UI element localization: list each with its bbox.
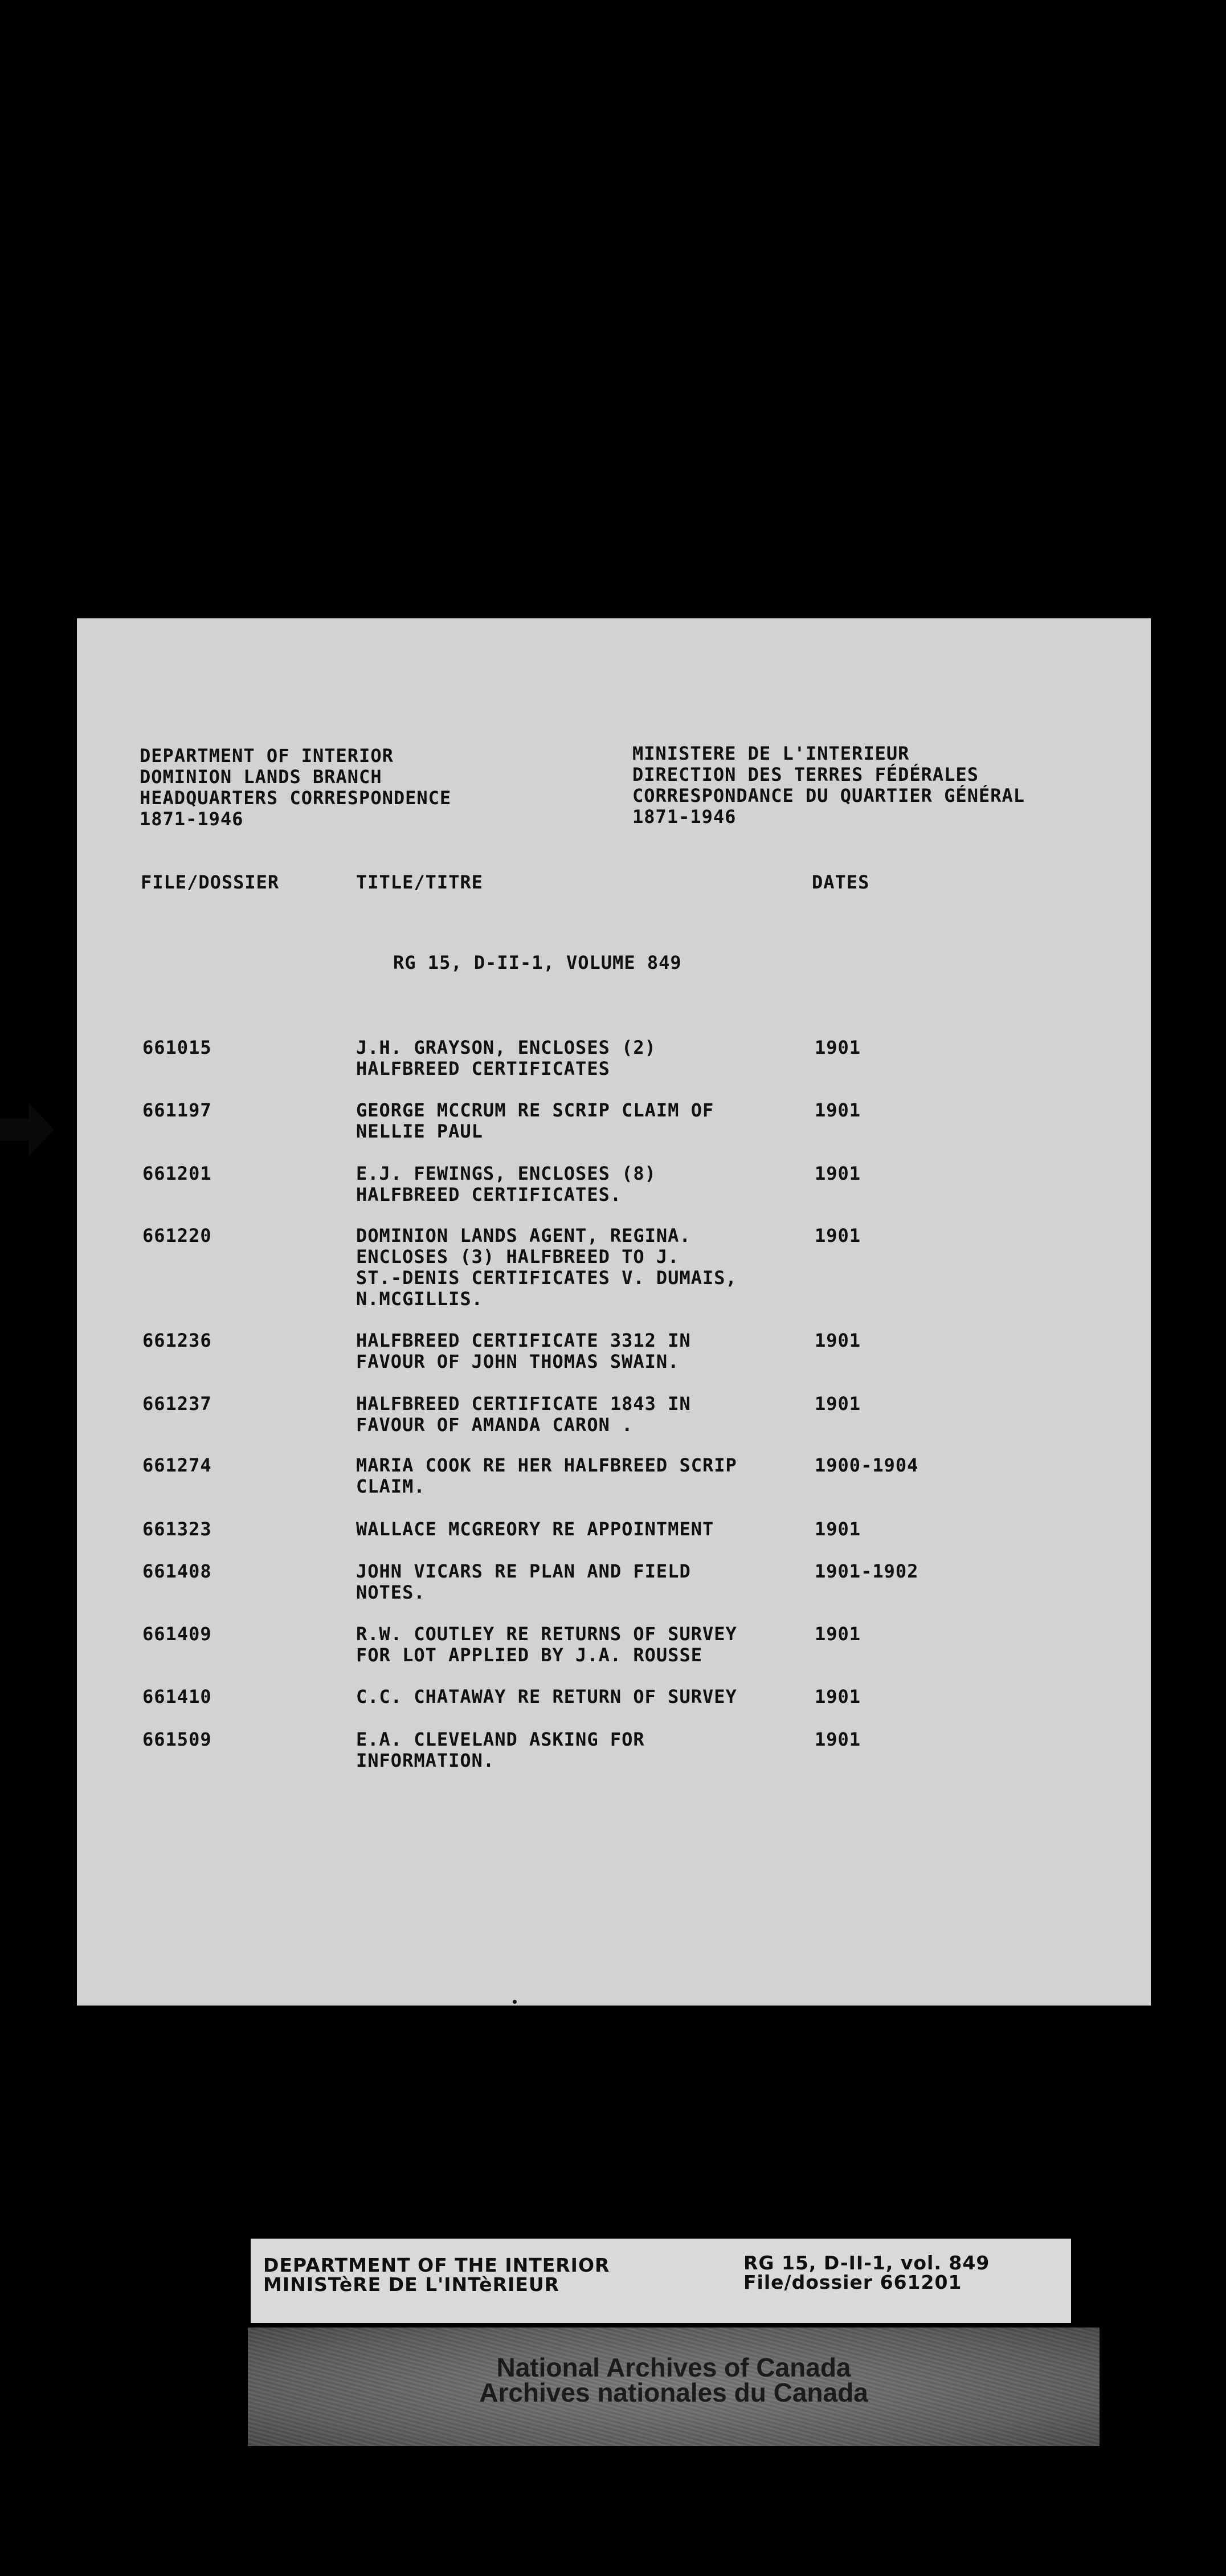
file-title: R.W. COUTLEY RE RETURNS OF SURVEY FOR LOT APPLIED BY J.A. ROUSSE (356, 1623, 737, 1666)
file-number: 661201 (142, 1163, 212, 1184)
file-number: 661220 (142, 1225, 212, 1246)
archive-label-file: File/dossier 661201 (743, 2271, 962, 2293)
file-title: HALFBREED CERTIFICATE 1843 IN FAVOUR OF AMANDA CARON . (356, 1393, 691, 1436)
file-number: 661509 (142, 1729, 212, 1750)
file-title: GEORGE MCCRUM RE SCRIP CLAIM OF NELLIE PAUL (356, 1099, 714, 1142)
list-item (77, 1037, 1151, 1100)
file-number: 661236 (142, 1330, 212, 1351)
file-number: 661323 (142, 1518, 212, 1540)
file-dates: 1900-1904 (815, 1454, 919, 1476)
list-item (77, 1393, 1151, 1455)
archive-label-reference (743, 2253, 990, 2292)
column-header-file: FILE/DOSSIER (141, 871, 280, 893)
file-dates: 1901 (815, 1729, 861, 1750)
archives-stamp-line-en: National Archives of Canada (496, 2353, 851, 2382)
archives-stamp (248, 2328, 1100, 2446)
archive-label-department-fr: MINISTèRE DE L'INTèRIEUR (263, 2273, 560, 2296)
file-number: 661274 (142, 1454, 212, 1476)
header-english-line-3: HEADQUARTERS CORRESPONDENCE (140, 787, 452, 809)
list-item (77, 1519, 1151, 1561)
archives-stamp-line-fr: Archives nationales du Canada (479, 2378, 868, 2407)
header-english (140, 745, 595, 830)
list-item (77, 1455, 1151, 1519)
volume-title: RG 15, D-II-1, VOLUME 849 (393, 952, 682, 973)
file-dates: 1901 (815, 1099, 861, 1121)
file-title: J.H. GRAYSON, ENCLOSES (2) HALFBREED CERTIFICATES (356, 1037, 656, 1079)
file-dates: 1901 (815, 1225, 861, 1246)
list-item (77, 1561, 1151, 1624)
file-number: 661408 (142, 1560, 212, 1582)
list-item (77, 1729, 1151, 1792)
file-dates: 1901-1902 (815, 1560, 919, 1582)
file-title: HALFBREED CERTIFICATE 3312 IN FAVOUR OF JOHN THOMAS SWAIN. (356, 1330, 691, 1372)
file-dates: 1901 (815, 1330, 861, 1351)
header-french-line-3: CORRESPONDANCE DU QUARTIER GÉNÉRAL (632, 785, 1025, 806)
list-item (77, 1100, 1151, 1163)
list-item (77, 1225, 1151, 1330)
file-number: 661197 (142, 1099, 212, 1121)
file-dates: 1901 (815, 1686, 861, 1707)
archive-label-volume: RG 15, D-II-1, vol. 849 (743, 2252, 990, 2274)
header-english-line-4: 1871-1946 (140, 808, 244, 830)
file-list (77, 1037, 1151, 1792)
file-dates: 1901 (815, 1623, 861, 1645)
file-title: JOHN VICARS RE PLAN AND FIELD NOTES. (356, 1560, 691, 1603)
column-header-title: TITLE/TITRE (356, 871, 483, 893)
file-title: WALLACE MCGREORY RE APPOINTMENT (356, 1518, 714, 1540)
archives-stamp-text (248, 2355, 1100, 2405)
file-dates: 1901 (815, 1163, 861, 1184)
file-number: 661410 (142, 1686, 212, 1707)
archive-label (251, 2239, 1071, 2323)
document-sheet (77, 618, 1151, 2006)
header-french-line-1: MINISTERE DE L'INTERIEUR (632, 743, 910, 764)
archive-label-department (263, 2256, 610, 2294)
file-number: 661237 (142, 1393, 212, 1415)
file-number: 661015 (142, 1037, 212, 1058)
header-french-line-4: 1871-1946 (632, 806, 737, 828)
file-title: E.J. FEWINGS, ENCLOSES (8) HALFBREED CERTIFICATES. (356, 1163, 656, 1205)
file-title: MARIA COOK RE HER HALFBREED SCRIP CLAIM. (356, 1454, 737, 1497)
file-title: C.C. CHATAWAY RE RETURN OF SURVEY (356, 1686, 737, 1707)
list-item (77, 1624, 1151, 1686)
file-number: 661409 (142, 1623, 212, 1645)
list-item-highlighted (77, 1163, 1151, 1225)
list-item (77, 1686, 1151, 1729)
header-english-line-2: DOMINION LANDS BRANCH (140, 766, 382, 788)
archive-label-department-en: DEPARTMENT OF THE INTERIOR (263, 2254, 610, 2276)
header-french-line-2: DIRECTION DES TERRES FÉDÉRALES (632, 764, 979, 785)
file-title: E.A. CLEVELAND ASKING FOR INFORMATION. (356, 1729, 645, 1771)
paper-speck (513, 2000, 517, 2004)
column-header-dates: DATES (812, 871, 870, 893)
file-dates: 1901 (815, 1037, 861, 1058)
right-arrow-icon (0, 1103, 54, 1157)
list-item (77, 1330, 1151, 1393)
header-english-line-1: DEPARTMENT OF INTERIOR (140, 745, 394, 767)
file-dates: 1901 (815, 1393, 861, 1415)
file-title: DOMINION LANDS AGENT, REGINA. ENCLOSES (3) HALFBREED TO J. ST.-DENIS CERTIFICATES V. DUMAIS, N.MCGILLIS. (356, 1225, 737, 1310)
header-french (632, 743, 1134, 828)
file-dates: 1901 (815, 1518, 861, 1540)
